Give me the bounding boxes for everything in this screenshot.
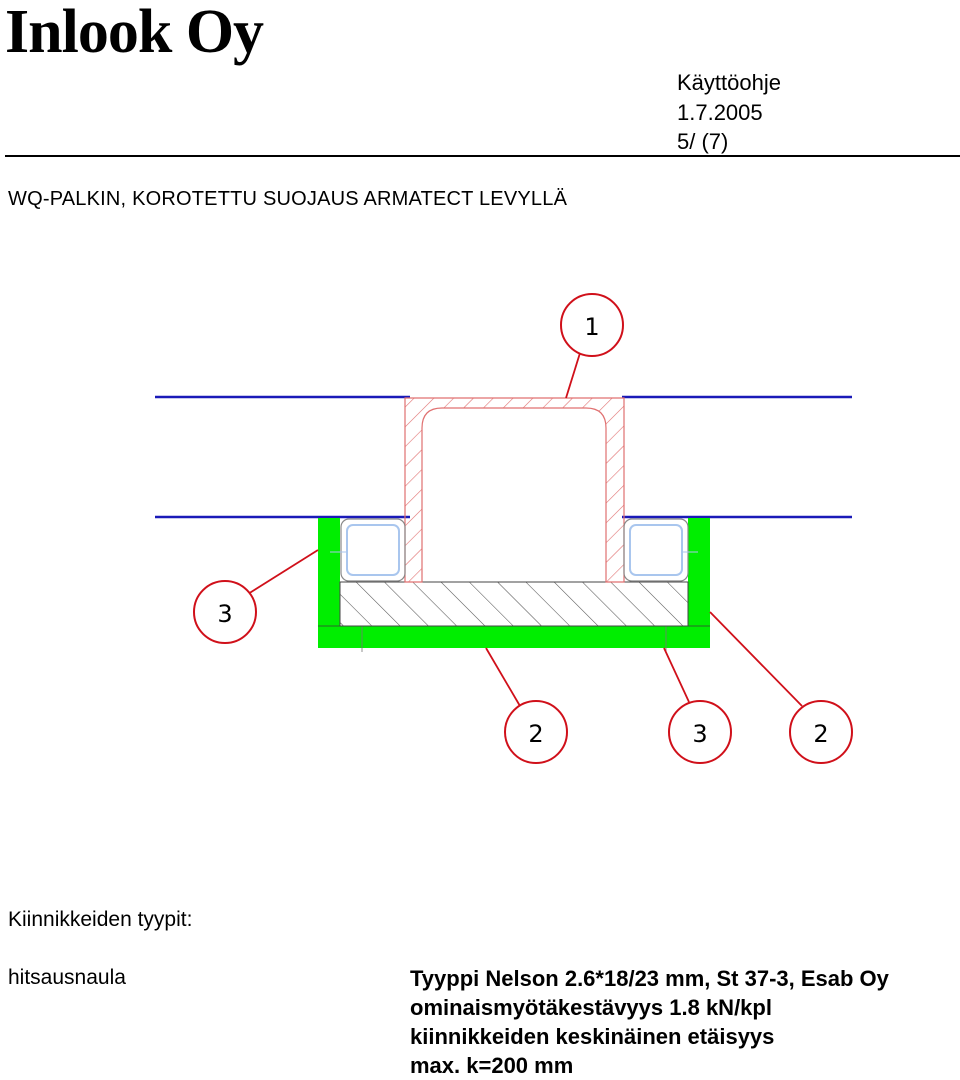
spec-line: Tyyppi Nelson 2.6*18/23 mm, St 37-3, Esab Oy xyxy=(410,966,889,991)
callout-label: 3 xyxy=(217,600,233,628)
fastener-type-label: hitsausnaula xyxy=(8,966,126,989)
spec-line: max. k=200 mm xyxy=(410,1053,574,1078)
leader-1 xyxy=(566,353,580,398)
leader-3-left xyxy=(248,550,318,594)
callout-bubble xyxy=(790,701,852,763)
section-title: WQ-PALKIN, KOROTETTU SUOJAUS ARMATECT LEVYLLÄ xyxy=(8,188,568,210)
callout-label: 2 xyxy=(528,720,544,748)
spec-line: ominaismyötäkestävyys 1.8 kN/kpl xyxy=(410,995,772,1020)
callout-bubble xyxy=(505,701,567,763)
wq-beam-box xyxy=(405,398,624,582)
callout-label: 3 xyxy=(692,720,708,748)
fastener-spec xyxy=(410,964,889,1080)
company-name: Inlook Oy xyxy=(5,0,264,66)
document-date: 1.7.2005 xyxy=(677,99,763,125)
bottom-plate xyxy=(340,582,688,626)
callout-label: 2 xyxy=(813,720,829,748)
leader-3-right xyxy=(664,648,689,702)
callout-bubble xyxy=(561,294,623,356)
document-type: Käyttöohje xyxy=(677,70,781,95)
leader-2-left xyxy=(486,648,520,706)
page-number: 5/ (7) xyxy=(677,129,729,154)
spec-line: kiinnikkeiden keskinäinen etäisyys xyxy=(410,1024,775,1049)
leader-2-right xyxy=(710,612,802,706)
callout-label: 1 xyxy=(584,313,600,341)
fastener-heading: Kiinnikkeiden tyypit: xyxy=(8,908,193,931)
callout-bubble xyxy=(669,701,731,763)
right-square-tube xyxy=(624,519,698,581)
callout-bubble xyxy=(194,581,256,643)
left-square-tube xyxy=(330,519,405,581)
